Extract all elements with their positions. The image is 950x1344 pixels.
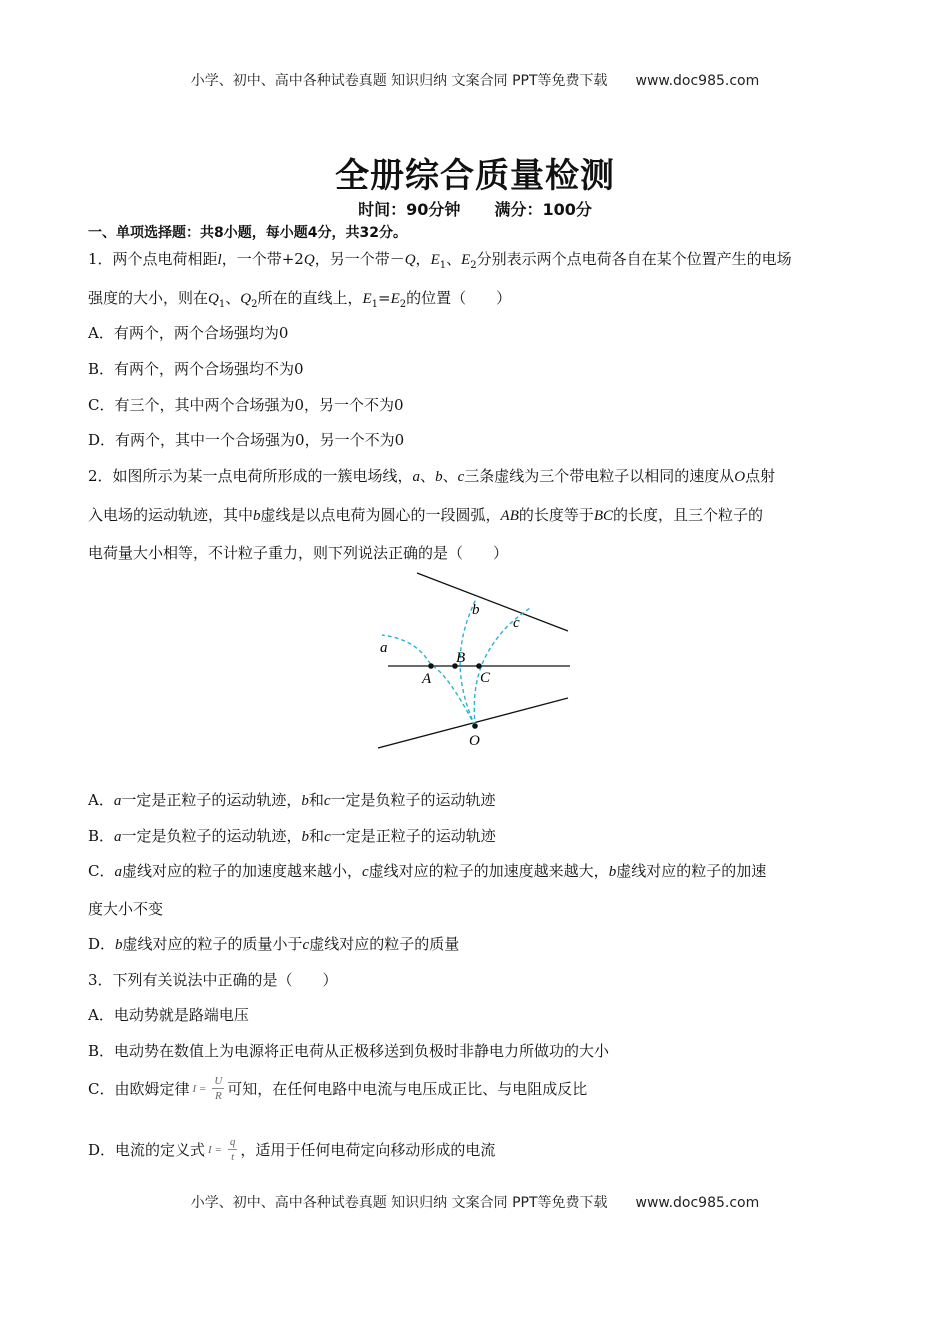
q3-stem: 3．下列有关说法中正确的是（ ） (88, 971, 338, 989)
section-heading: 一、单项选择题：共8小题，每小题4分，共32分。 (88, 225, 407, 241)
formula-q-over-t: $\frac{q}{t}$ (229, 1136, 236, 1163)
header-text: 小学、初中、高中各种试卷真题 知识归纳 文案合同 PPT等免费下载 (190, 73, 608, 89)
label-b: b (472, 602, 480, 618)
page-footer (0, 1192, 950, 1212)
exam-time: 时间：90分钟 (358, 200, 461, 219)
q3-option-a: A．电动势就是路端电压 (88, 1006, 249, 1024)
label-point-o: O (469, 733, 480, 749)
q2-option-c-line2: 度大小不变 (88, 900, 164, 918)
exam-score: 满分：100分 (494, 200, 592, 219)
q3-option-b: B．电动势在数值上为电源将正电荷从正极移送到负极时非静电力所做功的大小 (88, 1042, 610, 1060)
label-c: c (513, 615, 520, 631)
label-a: a (380, 640, 388, 656)
q2-stem-line3: 电荷量大小相等，不计粒子重力，则下列说法正确的是（ ） (88, 544, 509, 562)
q1-option-c: C．有三个，其中两个合场强为0，另一个不为0 (88, 396, 404, 414)
q2-stem-line1: 2．如图所示为某一点电荷所形成的一簇电场线，a、b、c三条虚线为三个带电粒子以相同的速度从O点射 (88, 467, 776, 485)
footer-site: www.doc985.com (635, 1195, 760, 1211)
page-title: 全册综合质量检测 (335, 156, 615, 196)
q3-option-d: D．电流的定义式 I = $\frac{q}{t}$ ，适用于任何电荷定向移动形成的电流 (88, 1136, 496, 1163)
q1-stem-line1: 1．两个点电荷相距l，一个带+2Q，另一个带－Q，$E_1$、$E_2$分别表示两个点电荷各自在某个位置产生的电场 (88, 250, 792, 271)
field-line-top (417, 573, 568, 631)
field-line-diagram (370, 565, 580, 755)
exam-meta (0, 197, 950, 220)
q2-option-d: D．b虚线对应的粒子的质量小于c虚线对应的粒子的质量 (88, 935, 460, 953)
formula-u-over-r: $\frac{U}{R}$ (214, 1075, 223, 1102)
point-c (476, 663, 482, 669)
q1-option-a: A．有两个，两个合场强均为0 (88, 324, 289, 342)
q3-option-c: C．由欧姆定律 I = $\frac{U}{R}$ 可知，在任何电路中电流与电压成正比、与电阻成反比 (88, 1075, 588, 1102)
header-site: www.doc985.com (635, 73, 760, 89)
page-header (0, 70, 950, 90)
point-o (472, 723, 478, 729)
label-point-c: C (480, 670, 491, 686)
footer-text: 小学、初中、高中各种试卷真题 知识归纳 文案合同 PPT等免费下载 (190, 1195, 608, 1211)
trajectory-c (474, 608, 530, 726)
q2-option-a: A．a一定是正粒子的运动轨迹，b和c一定是负粒子的运动轨迹 (88, 791, 496, 809)
q1-stem-line2: 强度的大小，则在$Q_1$、$Q_2$所在的直线上，$E_1=E_2$的位置（ ） (88, 289, 512, 310)
point-a (428, 663, 434, 669)
label-point-b: B (456, 650, 466, 666)
label-point-a: A (422, 671, 432, 687)
q2-stem-line2: 入电场的运动轨迹，其中b虚线是以点电荷为圆心的一段圆弧，AB的长度等于BC的长度，且三个粒子的 (88, 506, 764, 524)
q1-option-d: D．有两个，其中一个合场强为0，另一个不为0 (88, 431, 405, 449)
q2-option-c: C．a虚线对应的粒子的加速度越来越小，c虚线对应的粒子的加速度越来越大，b虚线对应的粒子的加速 (88, 862, 767, 880)
q2-option-b: B．a一定是负粒子的运动轨迹，b和c一定是正粒子的运动轨迹 (88, 827, 496, 845)
q1-option-b: B．有两个，两个合场强均不为0 (88, 360, 304, 378)
